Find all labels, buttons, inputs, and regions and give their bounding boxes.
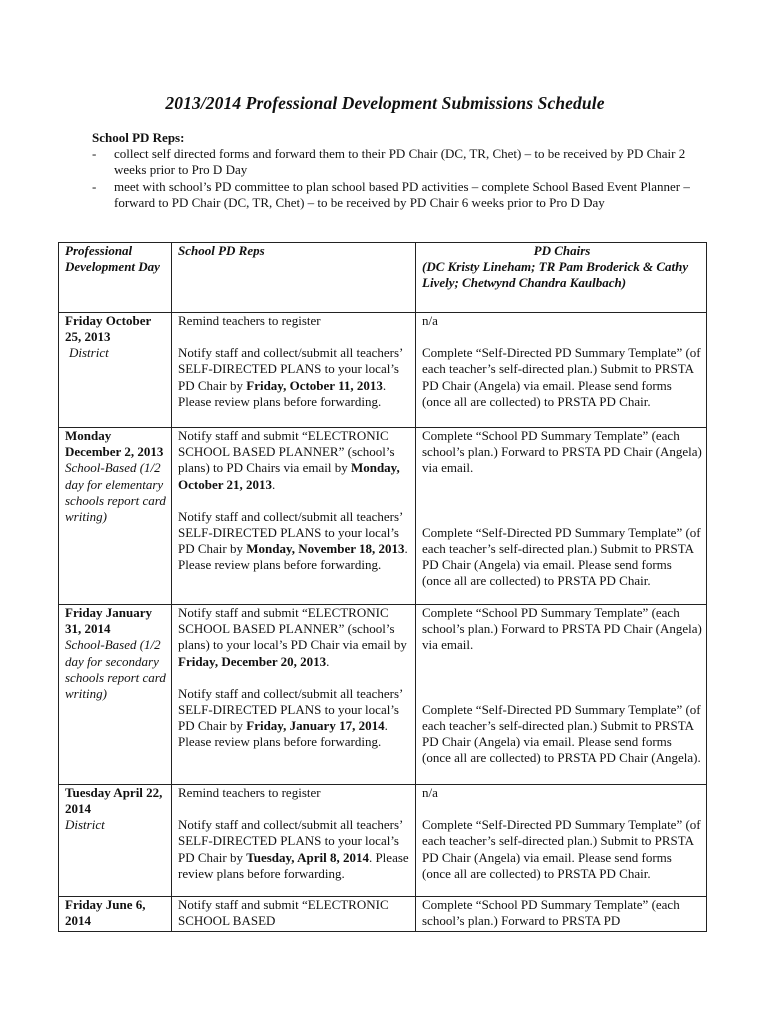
reps-task: Notify staff and submit “ELECTRONIC SCHOOL BASED [178,897,389,929]
pd-day-date: Monday December 2, 2013 [65,428,164,460]
intro-heading: School PD Reps: [92,130,185,145]
pd-day-cell [59,428,172,605]
chairs-cell [416,428,707,605]
pd-day-date: Tuesday April 22, 2014 [65,785,163,817]
chairs-task: n/a [422,313,438,328]
reps-cell [172,605,416,785]
reps-task: Notify staff and collect/submit all teachers’ SELF-DIRECTED PLANS to your local’s PD Chair by Friday, January 17, 2014. Please review plans before forwarding. [178,685,403,750]
reps-task: Notify staff and collect/submit all teachers’ SELF-DIRECTED PLANS to your local’s PD Chair by Friday, October 11, 2013. Please review plans before forwarding. [178,345,403,409]
bullet-marker: - [92,146,97,162]
pd-day-cell [59,313,172,428]
pd-day-type: District [65,817,105,833]
intro-bullet-text: meet with school’s PD committee to plan school based PD activities – complete School Based Event Planner – forward to PD Chair (DC, TR, Chet) – to be received by PD Chair 6 weeks prior to Pro D Day [114,178,690,210]
reps-task: Notify staff and collect/submit all teachers’ SELF-DIRECTED PLANS to your local’s PD Chair by Monday, November 18, 2013. Please review plans before forwarding. [178,508,408,573]
deadline-date: Monday, November 18, 2013 [246,541,405,557]
table-row [59,428,707,605]
chairs-task: n/a [422,785,438,800]
header-school-pd-reps: School PD Reps [172,243,416,313]
table-row [59,313,707,428]
deadline-date: Friday, January 17, 2014 [246,718,385,734]
intro-bullet [92,179,692,211]
pd-day-cell [59,785,172,897]
header-pd-chairs [416,243,707,313]
header-pd-chairs-title: PD Chairs [533,243,591,258]
table-header-row [59,243,707,313]
chairs-cell [416,897,707,932]
table-row [59,897,707,932]
reps-cell [172,313,416,428]
reps-task: Notify staff and collect/submit all teachers’ SELF-DIRECTED PLANS to your local’s PD Chair by Tuesday, April 8, 2014. Please review plans before forwarding. [178,817,409,881]
reps-task: Notify staff and submit “ELECTRONIC SCHOOL BASED PLANNER” (school’s plans) to your local’s PD Chair via email by Friday, December 20, 2013. [178,605,407,669]
intro-bullet-text: collect self directed forms and forward them to their PD Chair (DC, TR, Chet) – to be received by PD Chair 2 weeks prior to Pro D Day [114,146,686,178]
reps-cell [172,785,416,897]
pd-day-cell [59,897,172,932]
chairs-task: Complete “School PD Summary Template” (each school’s plan.) Forward to PRSTA PD Chair (Angela) via email. [422,605,702,653]
chairs-task: Complete “Self-Directed PD Summary Template” (of each teacher’s self-directed plan.) Submit to PRSTA PD Chair (Angela) via email. Please send forms (once all are collected) to PRSTA PD Chair (Angela). [422,701,701,766]
intro-bullet [92,146,692,178]
reps-task: Notify staff and submit “ELECTRONIC SCHOOL BASED PLANNER” (school’s plans) to PD Chairs via email by Monday, October 21, 2013. [178,428,400,492]
pd-day-cell [59,605,172,785]
chairs-task: Complete “School PD Summary Template” (each school’s plan.) Forward to PRSTA PD Chair (Angela) via email. [422,428,702,476]
chairs-task: Complete “Self-Directed PD Summary Template” (of each teacher’s self-directed plan.) Submit to PRSTA PD Chair (Angela) via email. Please send forms (once all are collected) to PRSTA PD Chair. [422,524,701,589]
header-pd-day: Professional Development Day [59,243,172,313]
pd-day-date: Friday January 31, 2014 [65,605,153,637]
pd-day-date: Friday June 6, 2014 [65,897,146,929]
chairs-task: Complete “Self-Directed PD Summary Template” (of each teacher’s self-directed plan.) Submit to PRSTA PD Chair (Angela) via email. Please send forms (once all are collected) to PRSTA PD Chair. [422,345,701,409]
pd-day-type: School-Based (1/2 day for elementary schools report card writing) [65,460,166,525]
deadline-date: Tuesday, April 8, 2014 [246,849,369,865]
header-pd-chairs-names: (DC Kristy Lineham; TR Pam Broderick & Cathy Lively; Chetwynd Chandra Kaulbach) [422,259,689,291]
reps-task: Remind teachers to register [178,785,321,800]
pd-day-type: District [69,345,109,361]
deadline-date: Monday, October 21, 2013 [178,460,400,492]
chairs-task: Complete “School PD Summary Template” (each school’s plan.) Forward to PRSTA PD [422,897,680,929]
pd-day-date: Friday October 25, 2013 [65,313,152,345]
chairs-cell [416,785,707,897]
schedule-table [58,242,707,932]
deadline-date: Friday, December 20, 2013 [178,653,327,669]
bullet-marker: - [92,178,97,194]
pd-day-type: School-Based (1/2 day for secondary schools report card writing) [65,637,166,702]
chairs-cell [416,313,707,428]
document-title: 2013/2014 Professional Development Submissions Schedule [165,93,605,113]
chairs-cell [416,605,707,785]
table-row [59,605,707,785]
intro-bullet-list [92,146,692,211]
intro-section [92,130,692,211]
reps-cell [172,897,416,932]
reps-task: Remind teachers to register [178,313,321,328]
chairs-task: Complete “Self-Directed PD Summary Template” (of each teacher’s self-directed plan.) Submit to PRSTA PD Chair (Angela) via email. Please send forms (once all are collected) to PRSTA PD Chair. [422,817,701,881]
deadline-date: Friday, October 11, 2013 [246,377,383,393]
table-row [59,785,707,897]
reps-cell [172,428,416,605]
